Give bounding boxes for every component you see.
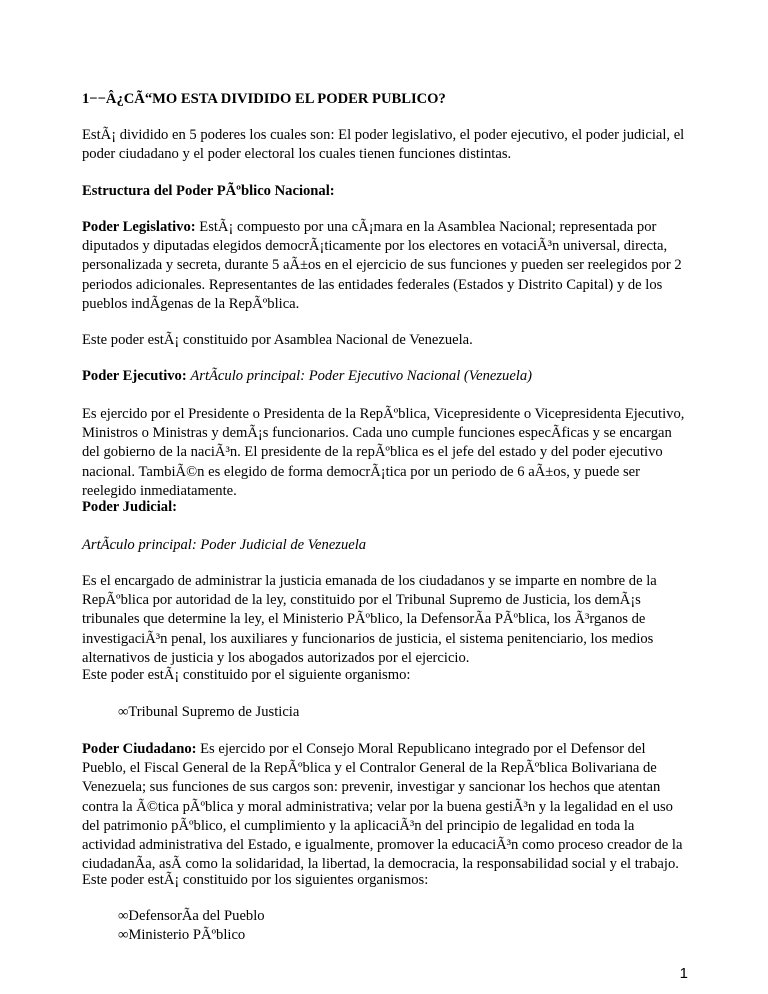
legislativo-label: Poder Legislativo: bbox=[82, 219, 196, 235]
ejecutivo-heading-line bbox=[82, 367, 686, 386]
legislativo-text: EstÃ¡ compuesto por una cÃ¡mara en la Asamblea Nacional; representada por diputados y diputadas elegidos democrÃ¡ticamente por los electores en votaciÃ³n universal, directa, personalizada y secreta, durante 5 aÃ±os en el ejercicio de sus funciones y pueden ser reelegidos por 2 periodos adicionales. Representantes de las entidades federales (Estados y Distrito Capital) y de los pueblos indÃgenas de la RepÃºblica. bbox=[82, 219, 682, 312]
structure-heading: Estructura del Poder PÃºblico Nacional: bbox=[82, 183, 335, 199]
question-heading: 1−−Â¿CÃ“MO ESTA DIVIDIDO EL PODER PUBLICO? bbox=[82, 91, 446, 107]
ciudadano-text: Es ejercido por el Consejo Moral Republicano integrado por el Defensor del Pueblo, el Fiscal General de la RepÃºblica y el Contralor General de la RepÃºblica Bolivariana de Venezuela; sus funciones de sus cargos son: prevenir, investigar y sancionar los hechos que atentan contra la Ã©tica pÃºblica y moral administrativa; velar por la buena gestiÃ³n y la legalidad en el uso del patrimonio pÃºblico, el cumplimiento y la aplicaciÃ³n del principio de legalidad en toda la actividad administrativa del Estado, e igualmente, promover la educaciÃ³n como proceso creador de la ciudadanÃa, asÃ como la solidaridad, la libertad, la democracia, la responsabilidad social y el trabajo. bbox=[82, 741, 683, 873]
legislativo-constituido: Este poder estÃ¡ constituido por Asamblea Nacional de Venezuela. bbox=[82, 332, 473, 348]
judicial-constituido: Este poder estÃ¡ constituido por el siguiente organismo: bbox=[82, 667, 411, 683]
judicial-article-link: ArtÃculo principal: Poder Judicial de Venezuela bbox=[82, 537, 367, 553]
page-number: 1 bbox=[679, 965, 688, 982]
ejecutivo-label: Poder Ejecutivo: bbox=[82, 368, 187, 384]
list-item: ∞Ministerio PÃºblico bbox=[118, 927, 246, 943]
ciudadano-paragraph bbox=[82, 740, 686, 874]
list-item: ∞DefensorÃa del Pueblo bbox=[118, 908, 265, 924]
ciudadano-label: Poder Ciudadano: bbox=[82, 741, 197, 757]
ejecutivo-paragraph: Es ejercido por el Presidente o Presidenta de la RepÃºblica, Vicepresidente o Vicepresidenta Ejecutivo, Ministros o Ministras y demÃ¡s funcionarios. Cada uno cumple funciones especÃficas y se encargan del gobierno de la naciÃ³n. El presidente de la repÃºblica es el jefe del estado y del poder ejecutivo nacional. TambiÃ©n es elegido de forma democrÃ¡tica por un periodo de 6 aÃ±os, y puede ser reelegido inmediatamente. bbox=[82, 406, 685, 499]
ejecutivo-article-link: ArtÃculo principal: Poder Ejecutivo Nacional (Venezuela) bbox=[190, 368, 533, 384]
judicial-heading: Poder Judicial: bbox=[82, 499, 177, 515]
list-item: ∞Tribunal Supremo de Justicia bbox=[118, 704, 300, 720]
legislativo-paragraph bbox=[82, 218, 686, 314]
ciudadano-constituido: Este poder estÃ¡ constituido por los siguientes organismos: bbox=[82, 872, 429, 888]
intro-paragraph: EstÃ¡ dividido en 5 poderes los cuales son: El poder legislativo, el poder ejecutivo, el poder judicial, el poder ciudadano y el poder electoral los cuales tienen funciones distintas. bbox=[82, 127, 685, 163]
judicial-paragraph: Es el encargado de administrar la justicia emanada de los ciudadanos y se imparte en nombre de la RepÃºblica por autoridad de la ley, constituido por el Tribunal Supremo de Justicia, los demÃ¡s tribunales que determine la ley, el Ministerio PÃºblico, la DefensorÃa PÃºblica, los Ã³rganos de investigaciÃ³n penal, los auxiliares y funcionarios de justicia, el sistema penitenciario, los medios alternativos de justicia y los abogados autorizados por el ejercicio. bbox=[82, 573, 657, 666]
